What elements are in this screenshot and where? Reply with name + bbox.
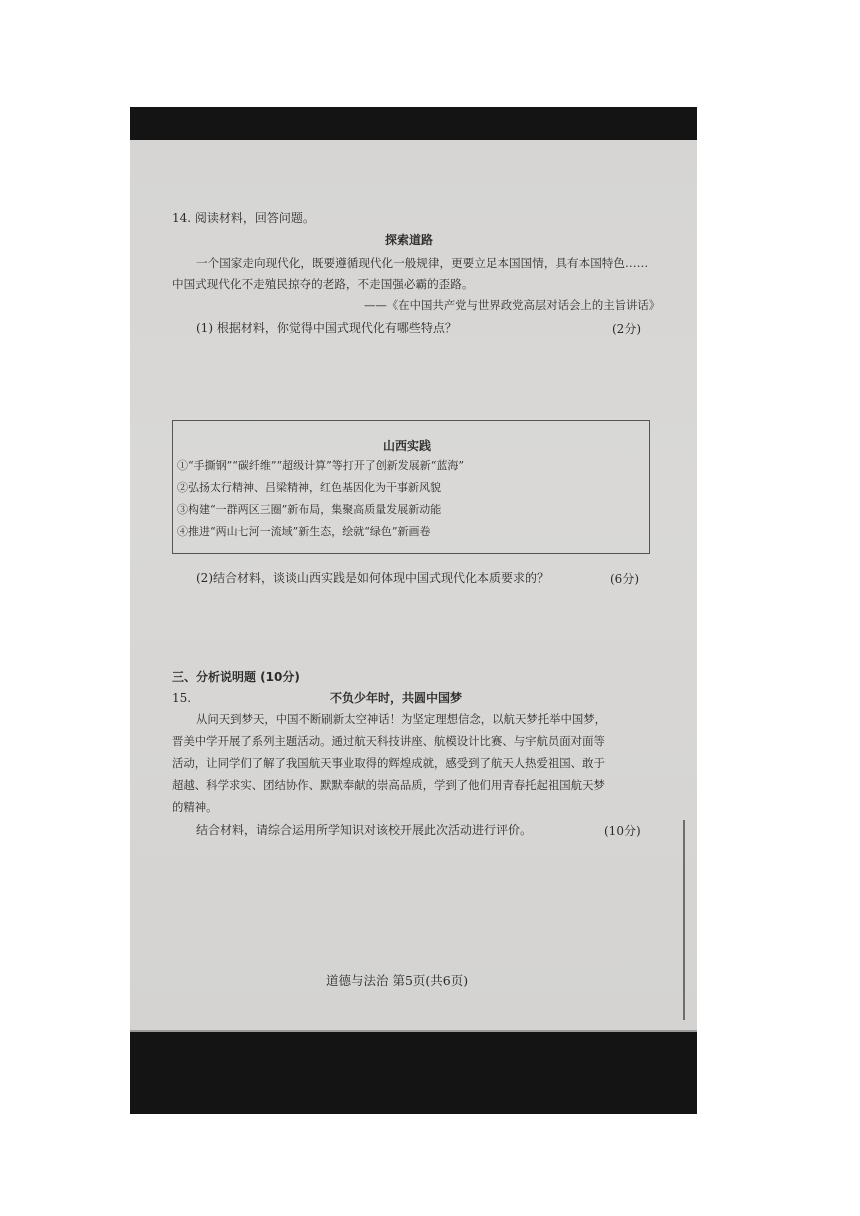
document-photo <box>130 107 697 1114</box>
box-title: 山西实践 <box>383 439 432 453</box>
page-footer: 道德与法治 第5页(共6页) <box>326 973 469 988</box>
q15-prompt: 结合材料，请综合运用所学知识对该校开展此次活动进行评价。 <box>196 823 533 837</box>
q14-sub1: (1) 根据材料，你觉得中国式现代化有哪些特点？ <box>196 321 457 335</box>
q14-source: ——《在中国共产党与世界政党高层对话会上的主旨讲话》 <box>364 298 661 312</box>
q14-sub2: (2)结合材料，谈谈山西实践是如何体现中国式现代化本质要求的？ <box>196 571 550 585</box>
box-item: ④推进“两山七河一流域”新生态，绘就“绿色”新画卷 <box>177 525 431 538</box>
q15-line: 活动，让同学们了解了我国航天事业取得的辉煌成就，感受到了航天人热爱祖国、敢于 <box>172 756 605 770</box>
q14-material-title: 探索道路 <box>385 233 434 247</box>
exam-page <box>130 140 697 1032</box>
shanxi-practice-box <box>172 420 650 554</box>
box-item: ②弘扬太行精神、吕梁精神，红色基因化为干事新风貌 <box>177 481 441 494</box>
q15-line: 晋美中学开展了系列主题活动。通过航天科技讲座、航模设计比赛、与宇航员面对面等 <box>172 734 605 748</box>
q15-number: 15. <box>172 691 192 705</box>
q14-sub1-score: (2分) <box>612 322 641 336</box>
q15-line: 超越、科学求实、团结协作、默默奉献的崇高品质，学到了他们用青春托起祖国航天梦 <box>172 778 605 792</box>
section3-heading: 三、分析说明题 (10分) <box>172 670 300 684</box>
q15-title: 不负少年时，共圆中国梦 <box>330 691 463 705</box>
box-item: ①“手撕钢”“碳纤维”“超级计算”等打开了创新发展新“蓝海” <box>177 459 464 472</box>
q15-line: 从问天到梦天，中国不断刷新太空神话！为坚定理想信念，以航天梦托举中国梦， <box>196 712 607 726</box>
q14-heading: 14. 阅读材料，回答问题。 <box>172 211 315 225</box>
box-item: ③构建“一群两区三圈”新布局，集聚高质量发展新动能 <box>177 503 442 516</box>
q14-material-line1: 一个国家走向现代化，既要遵循现代化一般规律，更要立足本国国情，具有本国特色…… <box>196 256 649 270</box>
q14-material-line2: 中国式现代化不走殖民掠夺的老路，不走国强必霸的歪路。 <box>172 277 474 291</box>
q15-prompt-score: (10分) <box>604 824 641 838</box>
page-edge-line <box>683 820 685 1020</box>
q15-material <box>172 708 650 818</box>
q15-line: 的精神。 <box>172 800 218 814</box>
q14-sub2-score: (6分) <box>610 572 639 586</box>
